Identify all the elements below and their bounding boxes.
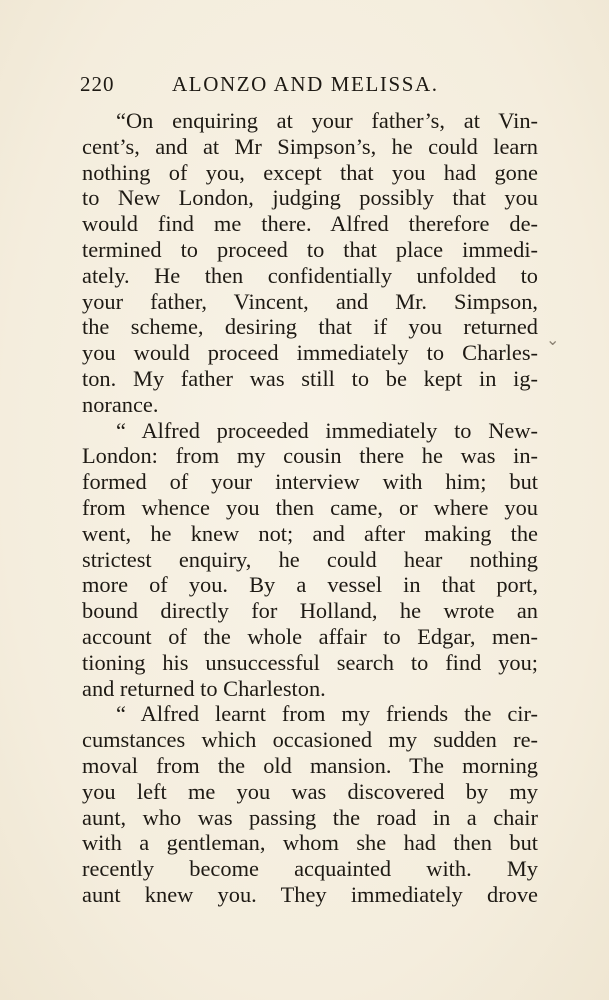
- text-line: the scheme, desiring that if you returned: [82, 314, 538, 340]
- text-line: aunt, who was passing the road in a chair: [82, 804, 538, 830]
- text-line: cumstances which occasioned my sudden re-: [82, 727, 538, 753]
- text-line: termined to proceed to that place immedi-: [82, 236, 538, 262]
- text-line: you would proceed immediately to Charles-: [82, 340, 538, 366]
- text-line: “ Alfred learnt from my friends the cir-: [116, 701, 538, 727]
- text-line: moval from the old mansion. The morning: [82, 752, 538, 778]
- text-line: cent’s, and at Mr Simpson’s, he could learn: [82, 133, 538, 159]
- text-line: and returned to Charleston.: [82, 675, 326, 701]
- body-text: [82, 108, 538, 908]
- text-line: “On enquiring at your father’s, at Vin-: [116, 108, 538, 133]
- text-line: your father, Vincent, and Mr. Simpson,: [82, 288, 538, 314]
- text-line: tioning his unsuccessful search to find you;: [82, 649, 538, 675]
- running-title: ALONZO AND MELISSA.: [172, 72, 439, 96]
- text-line: you left me you was discovered by my: [82, 778, 538, 804]
- page-number: 220: [80, 72, 115, 96]
- text-line: nothing of you, except that you had gone: [82, 159, 538, 185]
- text-line: bound directly for Holland, he wrote an: [82, 598, 538, 624]
- text-line: ately. He then confidentially unfolded to: [82, 262, 538, 288]
- text-line: to New London, judging possibly that you: [82, 185, 538, 211]
- text-line: ton. My father was still to be kept in ig-: [82, 365, 538, 391]
- text-line: account of the whole affair to Edgar, men-: [82, 623, 538, 649]
- text-line: recently become acquainted with. My: [82, 856, 538, 882]
- page-header: [80, 72, 540, 102]
- margin-mark-icon: ⌄: [546, 332, 560, 349]
- text-line: would find me there. Alfred therefore de-: [82, 211, 538, 237]
- text-line: “ Alfred proceeded immediately to New-: [116, 417, 538, 443]
- text-line: norance.: [82, 391, 159, 417]
- text-line: went, he knew not; and after making the: [82, 520, 538, 546]
- text-line: more of you. By a vessel in that port,: [82, 572, 538, 598]
- text-line: formed of your interview with him; but: [82, 469, 538, 495]
- text-line: London: from my cousin there he was in-: [82, 443, 538, 469]
- text-line: aunt knew you. They immediately drove: [82, 881, 538, 907]
- text-line: strictest enquiry, he could hear nothing: [82, 546, 538, 572]
- text-line: with a gentleman, whom she had then but: [82, 830, 538, 856]
- text-line: from whence you then came, or where you: [82, 494, 538, 520]
